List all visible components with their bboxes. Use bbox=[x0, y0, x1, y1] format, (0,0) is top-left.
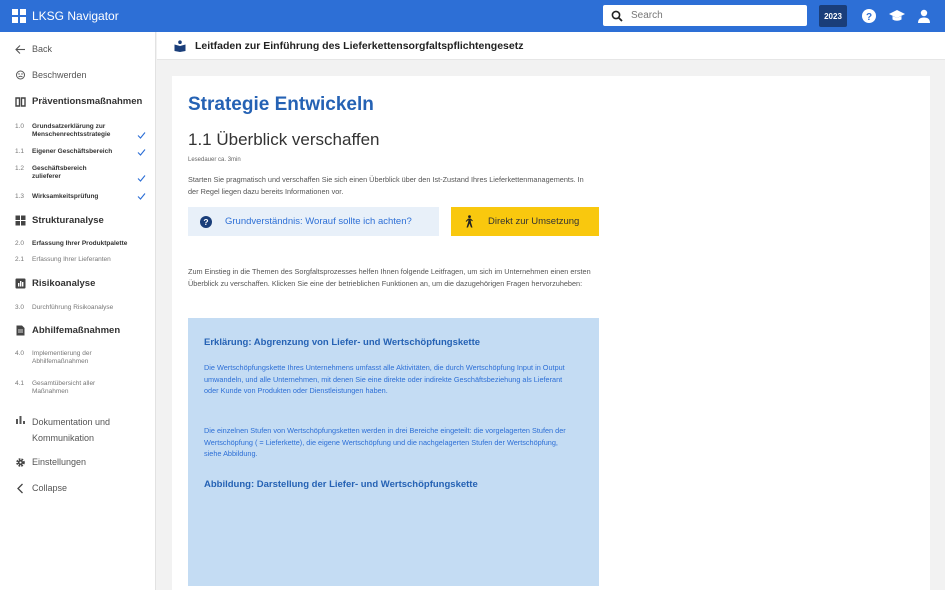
question-circle-icon bbox=[200, 216, 212, 228]
complaints-label: Beschwerden bbox=[32, 70, 87, 80]
basics-question-button[interactable] bbox=[188, 207, 439, 236]
item-label: Eigener Geschäftsbereich bbox=[32, 148, 113, 155]
section-title: Strukturanalyse bbox=[32, 215, 104, 226]
person-walking-icon bbox=[463, 215, 475, 228]
item-number: 2.0 bbox=[15, 240, 25, 247]
read-time: Lesedauer ca. 3min bbox=[188, 157, 241, 163]
section-title: Abhilfemaßnahmen bbox=[32, 325, 121, 336]
search-input[interactable] bbox=[631, 10, 801, 21]
item-number: 4.1 bbox=[15, 380, 25, 387]
risk-analysis-icon bbox=[15, 278, 26, 289]
item-label: Erfassung Ihrer Lieferanten bbox=[32, 256, 111, 263]
svg-text:?: ? bbox=[865, 12, 873, 23]
structure-icon bbox=[15, 215, 26, 226]
content-subtitle: 1.1 Überblick verschaffen bbox=[188, 130, 380, 149]
explanation-paragraph-1: Die Wertschöpfungskette Ihres Unternehmens umfasst alle Aktivitäten, die durch Wertschöpfung Input in Output umwandeln, und alle Unternehmen, mit denen Sie eine direkte oder indirekte Geschäftsbeziehung als Lieferant oder Kunde von Produkten oder Dienstleistungen haben. bbox=[204, 363, 565, 395]
search-icon bbox=[611, 10, 623, 22]
collapse-label: Collapse bbox=[32, 483, 68, 493]
complaint-icon bbox=[15, 70, 26, 81]
documentation-label: Dokumentation und Kommunikation bbox=[32, 417, 111, 443]
item-label: Gesamtübersicht aller Maßnahmen bbox=[32, 380, 96, 395]
check-icon bbox=[137, 148, 146, 157]
content-card bbox=[172, 76, 930, 590]
item-number: 3.0 bbox=[15, 304, 25, 311]
svg-text:?: ? bbox=[203, 216, 209, 227]
content-title: Strategie Entwickeln bbox=[188, 94, 374, 115]
item-label: Geschäftsbereich zulieferer bbox=[32, 165, 87, 180]
item-number: 1.2 bbox=[15, 165, 25, 172]
item-number: 1.0 bbox=[15, 123, 25, 130]
check-icon bbox=[137, 174, 146, 183]
sidebar bbox=[0, 32, 156, 590]
year-selector[interactable]: 2023 bbox=[819, 5, 847, 27]
explanation-title: Erklärung: Abgrenzung von Liefer- und Wertschöpfungskette bbox=[204, 337, 481, 348]
chevron-left-icon bbox=[15, 483, 26, 494]
book-icon bbox=[15, 96, 26, 107]
item-label: Implementierung der Abhilfemaßnahmen bbox=[32, 350, 92, 365]
item-number: 4.0 bbox=[15, 350, 25, 357]
basics-question-label: Grundverständnis: Worauf sollte ich achten? bbox=[225, 216, 412, 227]
item-label: Grundsatzerklärung zur Menschenrechtsstrategie bbox=[32, 123, 111, 138]
help-icon[interactable] bbox=[861, 8, 877, 24]
item-label: Erfassung Ihrer Produktpalette bbox=[32, 240, 128, 247]
section-title: Risikoanalyse bbox=[32, 278, 96, 289]
reader-icon bbox=[174, 40, 186, 52]
page-title: Leitfaden zur Einführung des Lieferkettensorgfaltspflichtengesetz bbox=[195, 39, 524, 52]
explanation-box bbox=[188, 318, 599, 586]
direct-implementation-button[interactable] bbox=[451, 207, 599, 236]
item-number: 2.1 bbox=[15, 256, 25, 263]
document-icon bbox=[15, 325, 26, 336]
page-header bbox=[157, 32, 945, 60]
item-number: 1.1 bbox=[15, 148, 25, 155]
user-icon[interactable] bbox=[916, 8, 932, 24]
arrow-left-icon bbox=[15, 44, 26, 55]
item-number: 1.3 bbox=[15, 193, 25, 200]
back-label: Back bbox=[32, 44, 53, 54]
direct-implementation-label: Direkt zur Umsetzung bbox=[488, 216, 580, 227]
gear-icon bbox=[15, 457, 26, 468]
app-grid-icon bbox=[12, 9, 26, 23]
section-title: Präventionsmaßnahmen bbox=[32, 96, 143, 107]
figure-title: Abbildung: Darstellung der Liefer- und Wertschöpfungskette bbox=[204, 479, 478, 490]
bar-chart-icon bbox=[15, 414, 26, 425]
settings-label: Einstellungen bbox=[32, 457, 87, 467]
item-label: Wirksamkeitsprüfung bbox=[32, 193, 99, 200]
search-box[interactable] bbox=[603, 5, 807, 26]
explanation-paragraph-2: Die einzelnen Stufen von Wertschöpfungsketten werden in drei Bereiche eingeteilt: die vorgelagerten Stufen der Wertschöpfung ( = Lieferkette), die eigene Wertschöpfung und die nachgelagerten Stufen der Wertschöpfung, siehe Abbildung. bbox=[204, 426, 566, 458]
guide-paragraph: Zum Einstieg in die Themen des Sorgfaltsprozesses helfen Ihnen folgende Leitfragen, um sich im Unternehmen einen ersten Überblick zu verschaffen. Klicken Sie eine der betrieblichen Funktionen an, um die dazugehörigen Fragen hervorzuheben: bbox=[188, 267, 591, 288]
check-icon bbox=[137, 131, 146, 140]
app-title[interactable]: LKSG Navigator bbox=[32, 9, 119, 23]
item-label: Durchführung Risikoanalyse bbox=[32, 304, 114, 311]
intro-text: Starten Sie pragmatisch und verschaffen Sie sich einen Überblick über den Ist-Zustand Ihres Lieferkettenmanagements. In der Regel liegen dazu bereits Informationen vor. bbox=[188, 175, 584, 196]
graduation-cap-icon[interactable] bbox=[889, 8, 905, 24]
check-icon bbox=[137, 192, 146, 201]
